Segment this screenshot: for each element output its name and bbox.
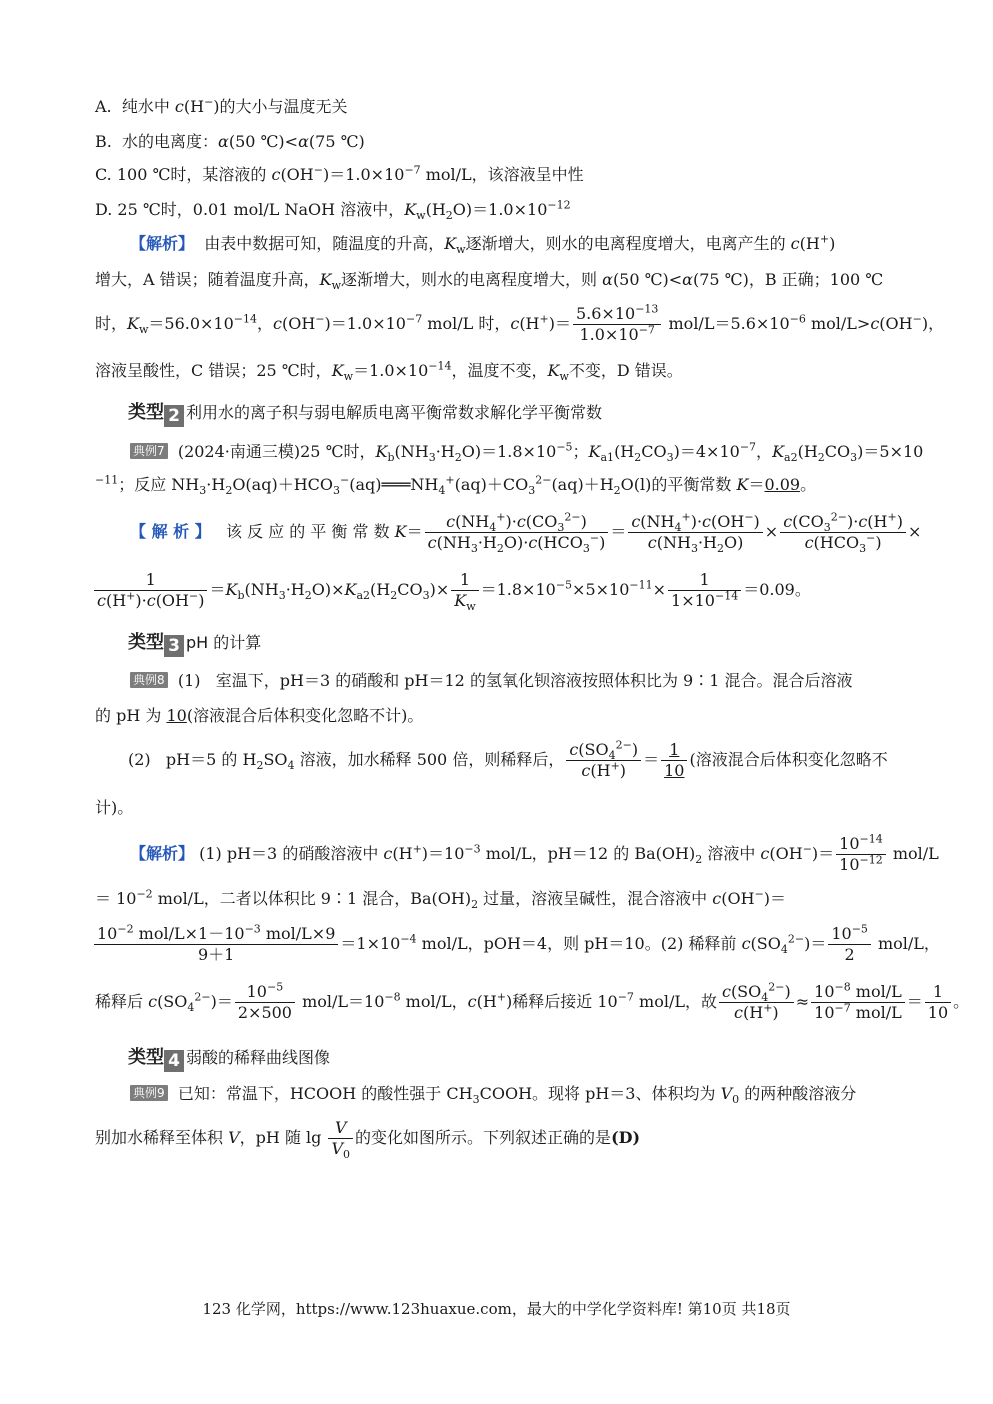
example-7-line1: 典例7 (2024·南通三模)25 ℃时，$K_b(NH_3\cdot H_2O)=1.8\times 10^{-5}$；$K_{a1}(H_2CO_3)=4\times 10^{-7}$，$K_{a2}(H_2CO_3)=5\times 10$ [130,440,923,464]
type-3-heading: 类型 3 pH 的计算 [128,632,262,656]
analysis-label: 【解析】 [130,234,195,253]
analysis-6-line4: 溶液呈酸性，C 错误；25 ℃时，$K_w=1.0\times 10^{-14}$，温度不变，$K_w$不变，D 错误。 [95,359,683,384]
example-8-line2: 的 pH 为 10(溶液混合后体积变化忽略不计)。 [95,706,424,725]
analysis-7-line2: $\frac{1}{c(H^+)\cdot c(OH^-)}$ $=K_b(NH_3\cdot H_2O)\times K_{a2}(H_2CO_3)\times$ $\frac{1}{K_w}$ $=1.8\times 10^{-5}\times 5\times 10^{-11}\times$ $\frac{1}{1\times 10^{-14}}$ ＝0.09。 [92,570,811,611]
answer-8-2: $\frac{1}{10}$ [661,740,687,781]
example-9-line1: 典例9 已知：常温下，HCOOH 的酸性强于 $CH_3COOH$。现将 pH＝3、体积均为 $V_0$ 的两种酸溶液分 [130,1082,856,1106]
option-c: C. 100 ℃时，某溶液的 $c(OH^-)=1.0\times 10^{-7}$ mol/L，该溶液呈中性 [95,163,584,184]
example-badge: 典例7 [130,443,168,459]
analysis-8-line1: 【解析】 (1) pH＝3 的硝酸溶液中 $c(H^+)=10^{-3}$ mol/L，pH＝12 的 $Ba(OH)_2$ 溶液中 c(OH−)＝ $\frac{10^{-14}}{10^{-12}}$ mol/L [130,832,939,874]
option-d: D. 25 ℃时，0.01 mol/L NaOH 溶液中，$K_w(H_2O)=1.0\times 10^{-12}$ [95,198,571,223]
analysis-8-line4: 稀释后 $c(SO_4^{2-})=$ $\frac{10^{-5}}{2\times 500}$ mol/$L=10^{-8}$ mol/L，c(H+)稀释后接近 $10^{-7}$ mol/L，故 $\frac{c(SO_4^{2-})}{c(H^+)}$ ≈ $\frac{10^{-8} mol/L}{10^{-7} mol/L}$ ＝ $\frac{1}{10}$ 。 [95,980,970,1022]
example-8-line1: 典例8 (1) 室温下，pH＝3 的硝酸和 pH＝12 的氢氧化钡溶液按照体积比为 9∶1 混合。混合后溶液 [130,669,852,693]
example-9-line2: 别加水稀释至体积 V，pH 随 lg $\frac{V}{V_0}$ 的变化如图所示。下列叙述正确的是(D) [95,1118,641,1162]
answer-7: 0.09 [764,475,801,494]
page-footer: 123 化学网，https://www.123huaxue.com，最大的中学化学资料库! 第10页 共18页 [202,1300,791,1318]
option-a: A. 纯水中 c(H−)的大小与温度无关 [95,95,348,116]
analysis-6-line1: 【解析】 由表中数据可知，随温度的升高，$K_w$逐渐增大，则水的电离程度增大，电离产生的 c(H+) [130,232,836,257]
example-7-line2: $^{-11}$；反应 $NH_3\cdot H_2O(aq)+HCO_3^-(aq)═══NH_4^+(aq)+CO_3^{2-}(aq)+H_2O(l)$的平衡常数 K＝0.09。 [95,473,817,498]
analysis-8-line3: $\frac{10^{-2} mol/L\times 1-10^{-3} mol/L\times 9}{9+1}$ $=1\times 10^{-4}$ mol/L，pOH＝4，则 pH＝10。(2) 稀释前 $c(SO_4^{2-})=$ $\frac{10^{-5}}{2}$ mol/L， [92,924,940,965]
example-8-line3: (2) pH＝5 的 $H_2SO_4$ 溶液，加水稀释 500 倍，则稀释后， $\frac{c(SO_4^{2-})}{c(H^+)}$ ＝ $\frac{1}{10}$ (溶液混合后体积变化忽略不 [128,738,888,780]
type-4-heading: 类型 4 弱酸的稀释曲线图像 [128,1047,331,1071]
analysis-8-line2: ＝ $10^{-2}$ mol/L，二者以体积比 9∶1 混合，$Ba(OH)_2$ 过量，溶液呈碱性，混合溶液中 c(OH−)＝ [95,887,787,912]
type-2-heading: 类型 2 利用水的离子积与弱电解质电离平衡常数求解化学平衡常数 [128,402,603,426]
example-8-line4: 计)。 [95,798,134,817]
analysis-7-line1: 【 解 析 】 该 反 应 的 平 衡 常 数 K＝ $\frac{c(NH_4^+)\cdot c(CO_3^{2-})}{c(NH_3\cdot H_2O)\cdot c(HCO_3^-)}$ ＝ $\frac{c(NH_4^+)\cdot c(OH^-)}{c(NH_3\cdot H_2O)}$ × $\frac{c(CO_3^{2-})\cdot c(H^+)}{c(HCO_3^-)}$ × [130,510,922,556]
option-b: B. 水的电离度：α(50 ℃)<α(75 ℃) [95,132,365,151]
answer-9: (D) [611,1128,641,1147]
answer-8-1: 10 [166,706,187,725]
analysis-6-line2: 增大，A 错误；随着温度升高，$K_w$逐渐增大，则水的电离程度增大，则 α(50 ℃)<α(75 ℃)，B 正确；100 ℃ [95,270,884,293]
analysis-6-line3: 时，$K_w=56.0\times 10^{-14}$，$c(OH^-)=1.0\times 10^{-7}$ mol/L 时，c(H+)＝ $\frac{5.6\times 10^{-13}}{1.0\times 10^{-7}}$ mol/$L=5.6\times 10^{-6}$ mol/L>c(OH−)， [95,302,945,344]
